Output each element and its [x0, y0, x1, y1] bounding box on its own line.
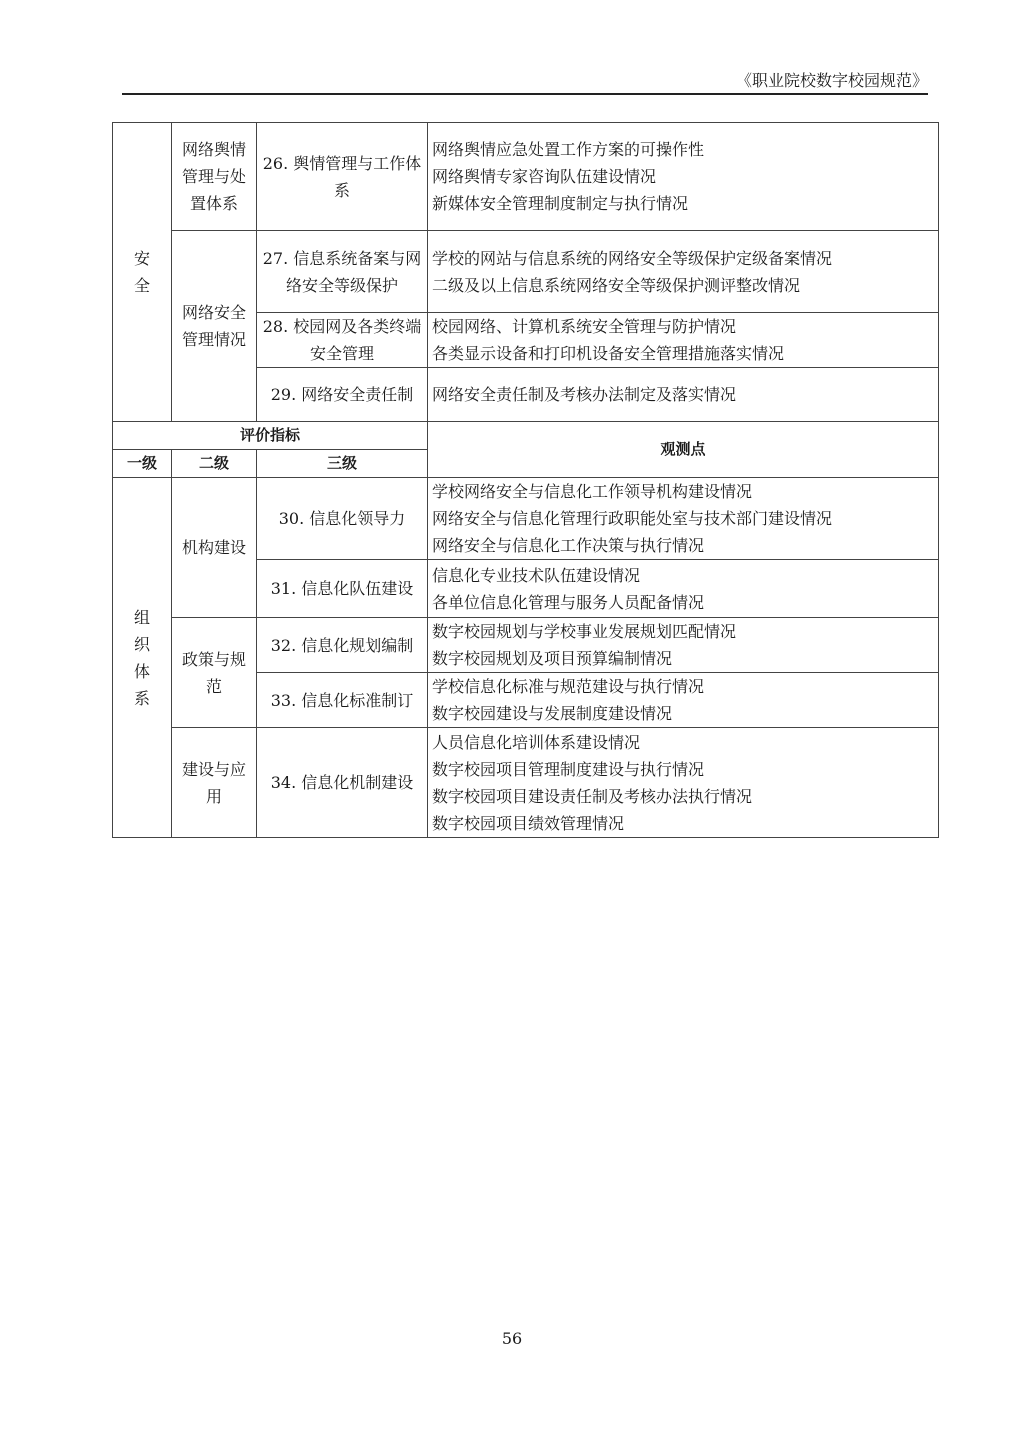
observation-point: 数字校园规划与学校事业发展规划匹配情况 — [432, 622, 737, 641]
level2-label: 建设与应用 — [181, 759, 246, 806]
level2-label: 网络安全管理情况 — [181, 303, 246, 349]
level3-label: 33. 信息化标准制订 — [270, 690, 414, 710]
level2-label: 机构建设 — [181, 538, 246, 557]
table-row — [113, 618, 939, 673]
level2-cell — [172, 478, 257, 618]
level3-cell — [257, 478, 428, 560]
observation-point: 各单位信息化管理与服务人员配备情况 — [432, 592, 705, 612]
level2-cell — [172, 618, 257, 728]
observation-point: 网络舆情专家咨询队伍建设情况 — [432, 167, 657, 186]
table-row — [113, 231, 939, 313]
header-rule — [122, 93, 928, 95]
level3-cell — [257, 618, 428, 673]
observation-cell — [428, 673, 939, 728]
observation-point: 学校网络安全与信息化工作领导机构建设情况 — [432, 482, 753, 501]
observation-cell — [428, 123, 939, 231]
observation-point: 数字校园规划及项目预算编制情况 — [432, 649, 673, 668]
observation-cell — [428, 231, 939, 313]
table-row — [113, 728, 939, 838]
document-header-title: 《职业院校数字校园规范》 — [735, 71, 928, 90]
observation-cell — [428, 618, 939, 673]
table-row — [113, 123, 939, 231]
observation-point: 网络安全与信息化工作决策与执行情况 — [432, 536, 705, 555]
level3-cell — [257, 231, 428, 313]
level1-cell-organization — [113, 478, 172, 838]
observation-point: 网络舆情应急处置工作方案的可操作性 — [432, 140, 705, 159]
observation-point: 网络安全责任制及考核办法制定及落实情况 — [432, 385, 737, 404]
level2-cell — [172, 123, 257, 231]
observation-point: 数字校园项目管理制度建设与执行情况 — [432, 759, 705, 779]
level3-cell — [257, 123, 428, 231]
level3-label: 31. 信息化队伍建设 — [270, 579, 414, 598]
level3-header: 三级 — [257, 450, 428, 478]
level3-cell — [257, 673, 428, 728]
level1-label: 组织体系 — [133, 607, 150, 708]
level3-label: 27. 信息系统备案与网络安全等级保护 — [262, 248, 422, 295]
evaluation-table — [112, 122, 939, 838]
observation-cell — [428, 313, 939, 368]
level2-header: 二级 — [172, 450, 257, 478]
observation-point: 学校的网站与信息系统的网络安全等级保护定级备案情况 — [432, 248, 833, 268]
page-number: 56 — [501, 1329, 523, 1348]
observation-point: 各类显示设备和打印机设备安全管理措施落实情况 — [432, 344, 785, 363]
level1-cell-security — [113, 123, 172, 422]
level3-cell — [257, 560, 428, 618]
level2-label: 网络舆情管理与处置体系 — [181, 140, 246, 213]
level3-label: 32. 信息化规划编制 — [270, 635, 414, 655]
observation-cell — [428, 560, 939, 618]
level3-label: 26. 舆情管理与工作体系 — [262, 153, 422, 200]
observation-cell — [428, 728, 939, 838]
level3-cell — [257, 728, 428, 838]
observation-point: 学校信息化标准与规范建设与执行情况 — [432, 677, 705, 696]
observation-cell — [428, 368, 939, 422]
observation-cell — [428, 478, 939, 560]
observation-point: 网络安全与信息化管理行政职能处室与技术部门建设情况 — [432, 509, 833, 528]
level2-label: 政策与规范 — [181, 649, 246, 696]
level3-label: 28. 校园网及各类终端安全管理 — [262, 317, 422, 363]
level2-cell — [172, 728, 257, 838]
table-row — [113, 478, 939, 560]
observation-point: 二级及以上信息系统网络安全等级保护测评整改情况 — [432, 275, 801, 295]
level1-label: 安全 — [133, 249, 150, 295]
evaluation-indicators-header: 评价指标 — [113, 422, 428, 450]
level3-cell — [257, 368, 428, 422]
observation-point: 校园网络、计算机系统安全管理与防护情况 — [432, 317, 737, 336]
observation-point: 数字校园项目绩效管理情况 — [432, 813, 625, 833]
observation-point: 信息化专业技术队伍建设情况 — [432, 565, 641, 585]
level3-label: 34. 信息化机制建设 — [270, 773, 414, 792]
observation-point: 新媒体安全管理制度制定与执行情况 — [432, 194, 689, 213]
observation-point: 数字校园项目建设责任制及考核办法执行情况 — [432, 786, 753, 806]
level1-header: 一级 — [113, 450, 172, 478]
level2-cell — [172, 231, 257, 422]
observation-point: 人员信息化培训体系建设情况 — [432, 732, 641, 752]
observation-point: 数字校园建设与发展制度建设情况 — [432, 704, 673, 723]
level3-cell — [257, 313, 428, 368]
level3-label: 29. 网络安全责任制 — [270, 385, 414, 404]
table-header-row — [113, 422, 939, 450]
observation-points-header: 观测点 — [428, 422, 939, 478]
level3-label: 30. 信息化领导力 — [278, 509, 406, 528]
